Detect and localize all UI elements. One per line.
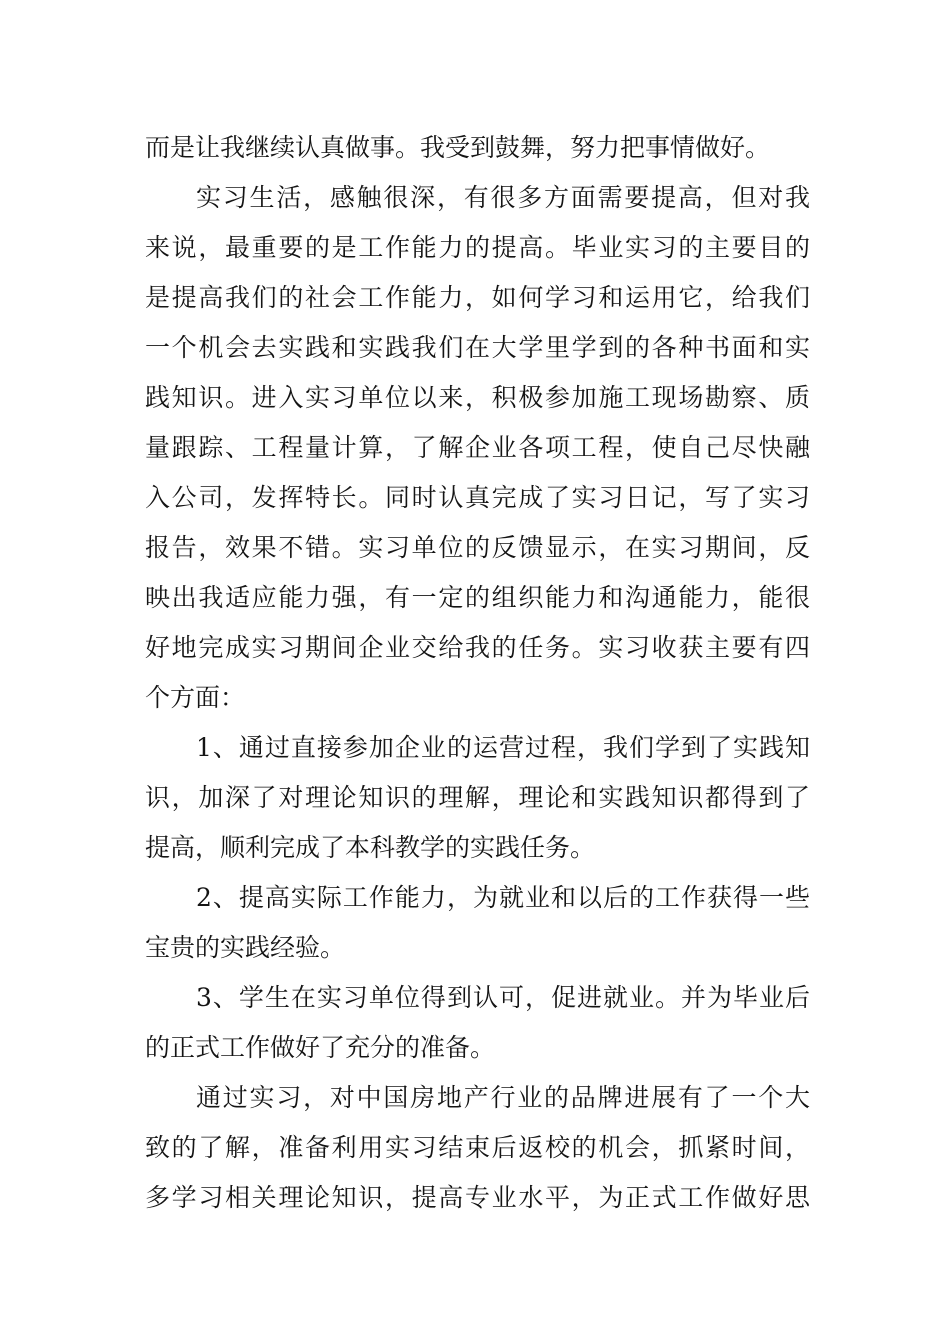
text-line: 通过实习，对中国房地产行业的品牌进展有了一个大 bbox=[196, 1083, 810, 1112]
text-line: 一个机会去实践和实践我们在大学里学到的各种书面和实 bbox=[145, 333, 810, 362]
text-line: 识，加深了对理论知识的理解，理论和实践知识都得到了 bbox=[145, 783, 810, 812]
text-line: 而是让我继续认真做事。我受到鼓舞，努力把事情做好。 bbox=[145, 133, 771, 162]
text-line: 映出我适应能力强，有一定的组织能力和沟通能力，能很 bbox=[145, 583, 810, 612]
text-line: 宝贵的实践经验。 bbox=[145, 933, 346, 962]
text-line: 2、提高实际工作能力，为就业和以后的工作获得一些 bbox=[196, 883, 810, 912]
text-line: 实习生活，感触很深，有很多方面需要提高，但对我 bbox=[196, 183, 810, 212]
text-line: 的正式工作做好了充分的准备。 bbox=[145, 1033, 496, 1062]
text-line: 来说，最重要的是工作能力的提高。毕业实习的主要目的 bbox=[145, 233, 810, 262]
text-line: 提高，顺利完成了本科教学的实践任务。 bbox=[145, 833, 596, 862]
text-line: 多学习相关理论知识，提高专业水平，为正式工作做好思 bbox=[145, 1183, 810, 1212]
text-line: 量跟踪、工程量计算，了解企业各项工程，使自己尽快融 bbox=[145, 433, 810, 462]
text-line: 是提高我们的社会工作能力，如何学习和运用它，给我们 bbox=[145, 283, 810, 312]
text-line: 入公司，发挥特长。同时认真完成了实习日记，写了实习 bbox=[145, 483, 810, 512]
text-line: 践知识。进入实习单位以来，积极参加施工现场勘察、质 bbox=[145, 383, 810, 412]
text-line: 好地完成实习期间企业交给我的任务。实习收获主要有四 bbox=[145, 633, 810, 662]
text-line: 个方面： bbox=[145, 683, 246, 712]
text-line: 1、通过直接参加企业的运营过程，我们学到了实践知 bbox=[196, 733, 810, 762]
text-line: 致的了解，准备利用实习结束后返校的机会，抓紧时间， bbox=[145, 1133, 810, 1162]
text-line: 3、学生在实习单位得到认可，促进就业。并为毕业后 bbox=[196, 983, 810, 1012]
text-line: 报告，效果不错。实习单位的反馈显示，在实习期间，反 bbox=[145, 533, 810, 562]
